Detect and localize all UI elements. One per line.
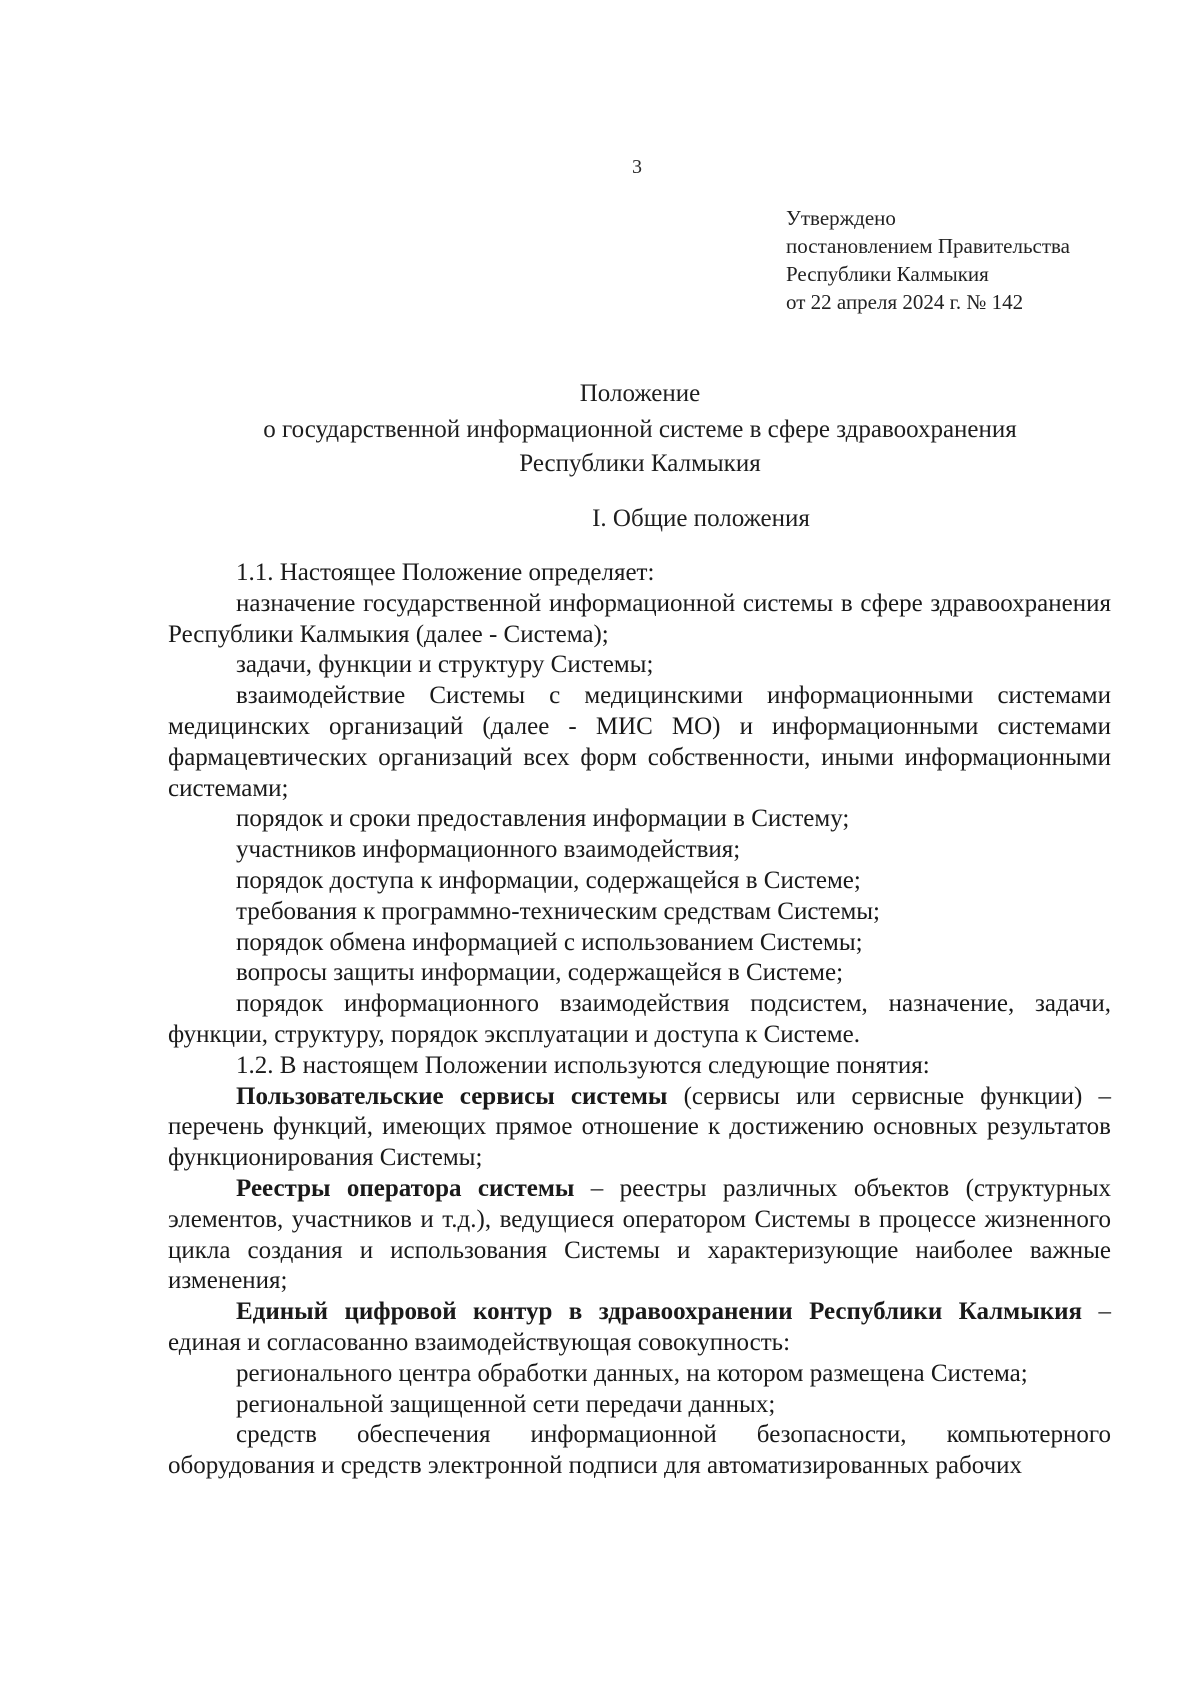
approval-line: Утверждено [786,206,896,230]
paragraph: средств обеспечения информационной безопасности, компьютерного оборудования и средств электронной подписи для автоматизированных рабочих [168,1421,1111,1480]
defined-term: Пользовательские сервисы системы [236,1082,668,1110]
paragraph: требования к программно-техническим средствам Системы; [236,897,881,925]
definition-text: – реестры различных объектов (структурных элементов, участников и т.д.), ведущиеся оператором Системы в процессе жизненного цикла создания и использования Системы и характеризующие наиболее важные изменения; [168,1174,1111,1295]
paragraph: порядок доступа к информации, содержащейся в Системе; [236,866,861,894]
document-subtitle: Республики Калмыкия [519,450,761,477]
paragraph: 1.2. В настоящем Положении используются следующие понятия: [236,1051,930,1079]
paragraph: регионального центра обработки данных, на котором размещена Система; [236,1359,1028,1387]
approval-stamp [786,204,1070,316]
document-title: Положение [579,380,701,407]
paragraph: региональной защищенной сети передачи данных; [236,1390,776,1418]
page-number: 3 [632,156,642,178]
paragraph: участников информационного взаимодействия; [236,836,741,864]
definition-paragraph [168,1082,1111,1174]
defined-term: Реестры оператора системы [236,1174,575,1202]
paragraph: вопросы защиты информации, содержащейся в Системе; [236,959,844,987]
definition-text: (сервисы или сервисные функции) – перечень функций, имеющих прямое отношение к достижению основных результатов функционирования Системы; [168,1082,1111,1172]
paragraph: задачи, функции и структуру Системы; [236,651,654,679]
approval-line: постановлением Правительства [786,234,1071,258]
definition-text: – единая и согласованно взаимодействующая совокупность: [168,1298,1111,1356]
paragraph: 1.1. Настоящее Положение определяет: [236,559,655,586]
paragraph: порядок информационного взаимодействия подсистем, назначение, задачи, функции, структуру, порядок эксплуатации и доступа к Системе. [168,990,1111,1048]
paragraph: порядок и сроки предоставления информации в Систему; [236,805,850,833]
approval-line: от 22 апреля 2024 г. № 142 [786,290,1024,314]
section-heading: I. Общие положения [592,505,810,532]
paragraph: взаимодействие Системы с медицинскими информационными системами медицинских организаций (далее - МИС МО) и информационными системами фармацевтических организаций всех форм собственности, иными информационными системами; [168,682,1111,802]
definition-paragraph [168,1297,1111,1359]
approval-line: Республики Калмыкия [786,262,989,286]
paragraph: назначение государственной информационной системы в сфере здравоохранения Республики Калмыкия (далее - Система); [168,589,1111,648]
document-body [168,558,1111,1482]
document-subtitle: о государственной информационной системе в сфере здравоохранения [263,416,1017,443]
defined-term: Единый цифровой контур в здравоохранении Республики Калмыкия [236,1298,1083,1326]
paragraph: порядок обмена информацией с использованием Системы; [236,928,863,956]
definition-paragraph [168,1174,1111,1297]
